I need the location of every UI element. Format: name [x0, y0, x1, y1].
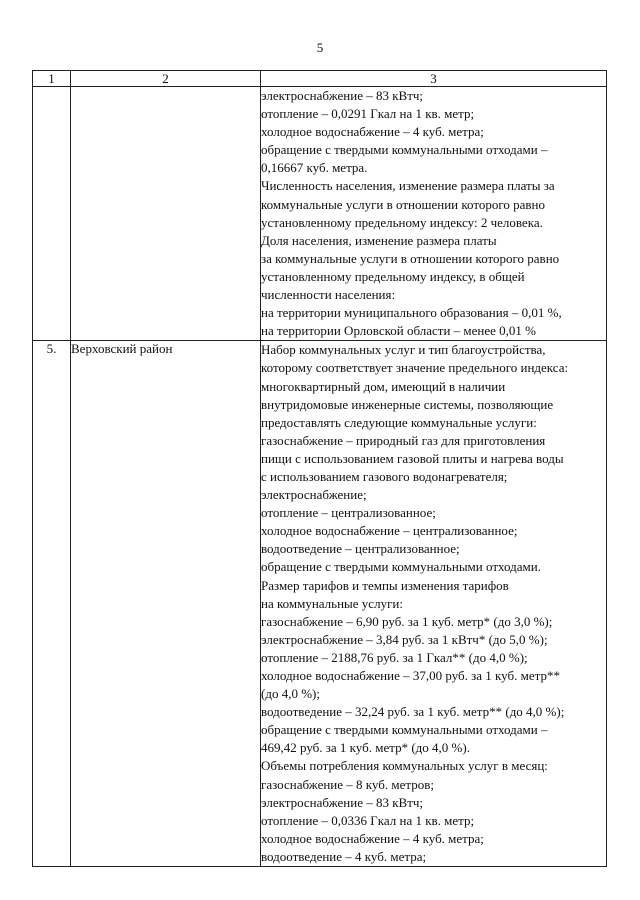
page-number: 5	[316, 40, 324, 55]
row-number-cell: 5.	[33, 341, 71, 867]
content-line: внутридомовые инженерные системы, позволяющие	[261, 396, 554, 412]
content-line: с использованием газового водонагревателя;	[261, 468, 508, 484]
content-line: отопление – 0,0291 Гкал на 1 кв. метр;	[261, 106, 475, 122]
content-line: холодное водоснабжение – 4 куб. метра;	[261, 830, 484, 846]
header-col-2: 2	[71, 71, 261, 87]
content-line: Размер тарифов и темпы изменения тарифов	[261, 577, 509, 593]
content-line: обращение с твердыми коммунальными отходами –	[261, 142, 548, 158]
content-line: холодное водоснабжение – 37,00 руб. за 1 куб. метр**	[261, 668, 560, 683]
content-line: водоотведение – 32,24 руб. за 1 куб. метр** (до 4,0 %);	[261, 704, 565, 720]
content-line: которому соответствует значение предельного индекса:	[261, 360, 569, 376]
table-header	[33, 71, 607, 87]
content-line: установленному предельному индексу, в общей	[261, 268, 525, 284]
content-line: холодное водоснабжение – 4 куб. метра;	[261, 124, 484, 140]
content-line: пищи с использованием газовой плиты и нагрева воды	[261, 450, 564, 466]
content-line: газоснабжение – 8 куб. метров;	[261, 776, 434, 792]
content-line: многоквартирный дом, имеющий в наличии	[261, 378, 506, 394]
content-line: установленному предельному индексу: 2 человека.	[261, 214, 543, 230]
content-line: Доля населения, изменение размера платы	[261, 232, 497, 248]
table-row	[33, 341, 607, 867]
content-line: Численность населения, изменение размера платы за	[261, 178, 555, 194]
content-line: обращение с твердыми коммунальными отходами –	[261, 722, 548, 738]
content-line: электроснабжение;	[261, 487, 367, 503]
content-line: отопление – 2188,76 руб. за 1 Гкал** (до 4,0 %);	[261, 649, 528, 665]
content-line: предоставлять следующие коммунальные услуги:	[261, 414, 537, 430]
content-line: численности населения:	[261, 287, 396, 303]
content-line: водоотведение – 4 куб. метра;	[261, 848, 427, 864]
header-col-1: 1	[33, 71, 71, 87]
content-line: обращение с твердыми коммунальными отходами.	[261, 559, 541, 575]
content-line: отопление – централизованное;	[261, 505, 436, 521]
content-line: отопление – 0,0336 Гкал на 1 кв. метр;	[261, 812, 475, 828]
content-line: газоснабжение – 6,90 руб. за 1 куб. метр* (до 3,0 %);	[261, 613, 553, 629]
content-line: (до 4,0 %);	[261, 686, 320, 702]
district-cell	[71, 87, 261, 341]
content-cell	[261, 87, 607, 341]
content-line: на территории муниципального образования – 0,01 %,	[261, 305, 562, 321]
content-line: электроснабжение – 83 кВтч;	[261, 88, 424, 103]
header-col-3: 3	[261, 71, 607, 87]
table-row	[33, 87, 607, 341]
content-line: 469,42 руб. за 1 куб. метр* (до 4,0 %).	[261, 740, 470, 756]
content-line: 0,16667 куб. метра.	[261, 160, 368, 176]
header-row	[33, 71, 607, 87]
tariff-table	[32, 70, 607, 867]
content-line: коммунальные услуги в отношении которого равно	[261, 196, 546, 212]
content-line: электроснабжение – 3,84 руб. за 1 кВтч* (до 5,0 %);	[261, 631, 548, 647]
content-line: за коммунальные услуги в отношении которого равно	[261, 250, 560, 266]
content-line: электроснабжение – 83 кВтч;	[261, 794, 424, 810]
content-line: газоснабжение – природный газ для приготовления	[261, 432, 546, 448]
content-line: холодное водоснабжение – централизованное;	[261, 523, 518, 539]
content-cell	[261, 341, 607, 867]
content-line: Набор коммунальных услуг и тип благоустройства,	[261, 342, 546, 358]
content-line: водоотведение – централизованное;	[261, 541, 460, 557]
content-line: на коммунальные услуги:	[261, 595, 403, 611]
content-line: на территории Орловской области – менее 0,01 %	[261, 323, 536, 339]
district-cell: Верховский район	[71, 341, 261, 867]
row-number-cell	[33, 87, 71, 341]
content-line: Объемы потребления коммунальных услуг в месяц:	[261, 758, 548, 774]
